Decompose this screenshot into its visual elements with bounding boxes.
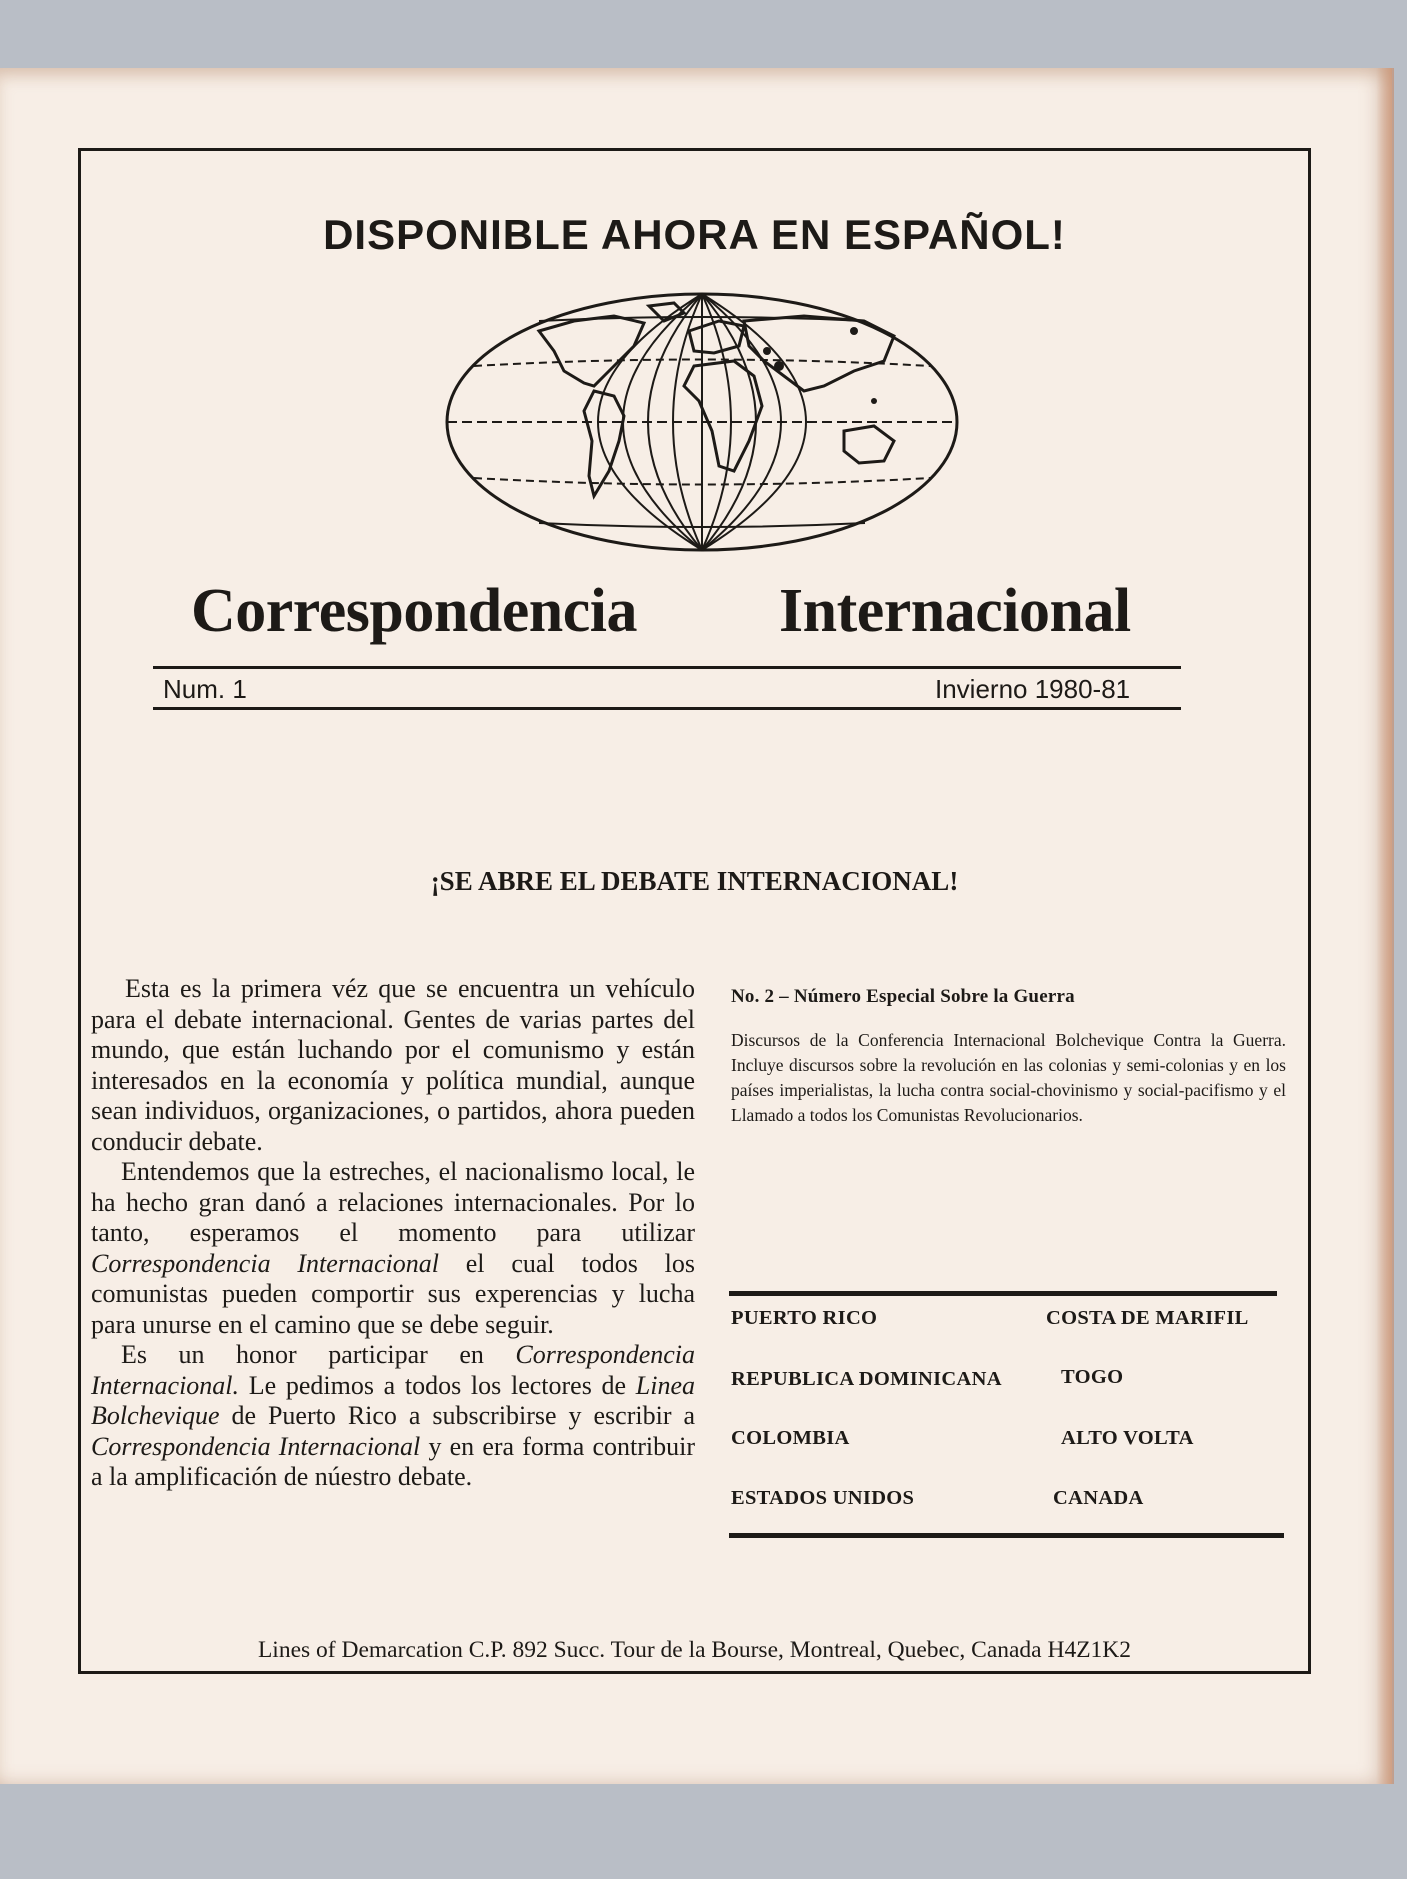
footer-address: Lines of Demarcation C.P. 892 Succ. Tour de la Bourse, Montreal, Quebec, Canada H4Z1K2	[257, 1637, 1132, 1663]
paragraph-3-italic-3: Correspondencia Internacional	[91, 1431, 421, 1461]
ad-frame	[78, 148, 1311, 1674]
masthead-bottom-rule	[153, 707, 1181, 710]
masthead-title-right: Internacional	[779, 577, 1131, 645]
countries-top-rule	[729, 1291, 1277, 1296]
country-left-4: ESTADOS UNIDOS	[731, 1487, 915, 1509]
article-title: ¡SE ABRE EL DEBATE INTERNACIONAL!	[430, 866, 959, 896]
sidebar-description: Discursos de la Conferencia Internacional Bolchevique Contra la Guerra. Incluye discursos sobre la revolución en las colonias y semi-colonias y en los países imperialistas, la lucha contra social-chovinismo y social-pacifismo y el Llamado a todos los Comunistas Revolucionarios.	[731, 1030, 1286, 1125]
paragraph-2-text-a: Entendemos que la estreches, el nacionalismo local, le ha hecho gran danó a relaciones internacionales. Por lo tanto, esperamos el momento para utilizar	[91, 1157, 695, 1247]
masthead-top-rule	[153, 666, 1181, 669]
paragraph-3-text-c: de Puerto Rico a subscribirse y escribir a	[219, 1401, 695, 1430]
paper-edge-shadow	[1376, 68, 1394, 1784]
masthead-title-left: Correspondencia	[191, 577, 638, 645]
issue-season: Invierno 1980-81	[935, 674, 1131, 704]
world-map-globe-icon	[444, 291, 960, 553]
paragraph-1-text: Esta es la primera véz que se encuentra un vehículo para el debate internacional. Gentes de varias partes del mundo, que están luchando por el comunismo y están interesados en la economía y política mundial, aunque sean individuos, organizaciones, o partidos, ahora pueden conducir debate.	[91, 974, 695, 1156]
country-left-2: REPUBLICA DOMINICANA	[731, 1368, 1002, 1390]
paragraph-3-text-d: y en era forma contribuir a la amplificación de núestro debate.	[91, 1431, 696, 1491]
article-body	[91, 974, 695, 1493]
country-left-1: PUERTO RICO	[731, 1307, 878, 1329]
paragraph-3-italic-2: Linea Bolchevique	[91, 1370, 695, 1430]
countries-bottom-rule	[729, 1533, 1284, 1538]
country-right-2: TOGO	[1061, 1366, 1124, 1388]
paragraph-2-text-b: el cual todos los comunistas pueden comportir sus experencias y lucha para unurse en el camino que se debe seguir.	[91, 1248, 695, 1339]
paragraph-3-italic-1: Correspondencia Internacional.	[91, 1340, 695, 1400]
paragraph-2-italic: Correspondencia Internacional	[91, 1248, 439, 1278]
paragraph-3-text-b: Le pedimos a todos los lectores de	[239, 1370, 636, 1400]
country-left-3: COLOMBIA	[731, 1427, 850, 1449]
country-right-4: CANADA	[1053, 1487, 1144, 1509]
issue-number: Num. 1	[163, 674, 247, 704]
headline: DISPONIBLE AHORA EN ESPAÑOL!	[323, 211, 1066, 258]
article-paragraph-2	[91, 1157, 695, 1340]
article-paragraph-1	[91, 974, 695, 1157]
sidebar-title: No. 2 – Número Especial Sobre la Guerra	[731, 986, 1075, 1007]
country-right-3: ALTO VOLTA	[1061, 1427, 1194, 1449]
article-paragraph-3	[91, 1340, 695, 1493]
paragraph-3-text-a: Es un honor participar en	[121, 1340, 516, 1369]
country-right-1: COSTA DE MARIFIL	[1046, 1307, 1249, 1329]
paper-page	[0, 68, 1392, 1784]
